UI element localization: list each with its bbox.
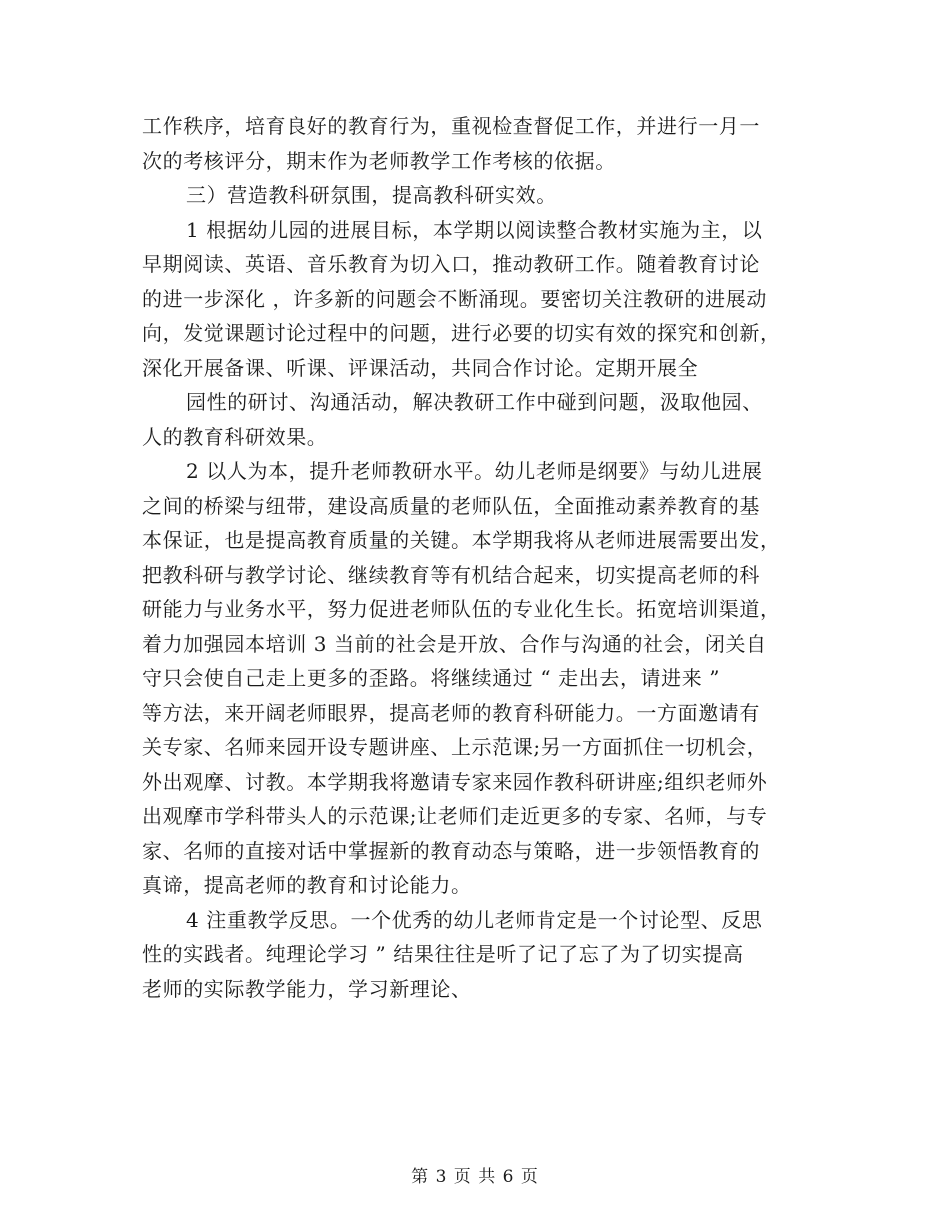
- text-line: 人的教育科研效果。: [142, 424, 328, 449]
- text-line: 的进一步深化 ，许多新的问题会不断涌现。要密切关注教研的进展动: [142, 286, 767, 311]
- text-line: 2 以人为本，提升老师教研水平。幼儿老师是纲要》与幼儿进展: [186, 459, 763, 483]
- text-line: 早期阅读、英语、音乐教育为切入口，推动教研工作。随着教育讨论: [142, 252, 760, 276]
- text-line: 外出观摩、讨教。本学期我将邀请专家来园作教科研讲座;组织老师外: [142, 769, 768, 794]
- text-line: 家、名师的直接对话中掌握新的教育动态与策略，进一步领悟教育的: [142, 838, 760, 863]
- text-line: 1 根据幼儿园的进展目标，本学期以阅读整合教材实施为主，以: [186, 217, 763, 242]
- text-line: 园性的研讨、沟通活动，解决教研工作中碰到问题，汲取他园、: [186, 390, 763, 414]
- text-line: 之间的桥梁与纽带，建设高质量的老师队伍，全面推动素养教育的基: [142, 493, 760, 518]
- document-body: [142, 109, 812, 1006]
- text-line: 等方法，来开阔老师眼界，提高老师的教育科研能力。一方面邀请有: [142, 700, 760, 725]
- text-line: 本保证，也是提高教育质量的关键。本学期我将从老师进展需要出发，: [142, 528, 781, 552]
- text-line: 研能力与业务水平，努力促进老师队伍的专业化生长。拓宽培训渠道，: [142, 597, 781, 621]
- text-line: 工作秩序，培育良好的教育行为，重视检查督促工作，并进行一月一: [142, 114, 760, 138]
- text-line: 把教科研与教学讨论、继续教育等有机结合起来，切实提高老师的科: [142, 562, 760, 587]
- text-line: 4 注重教学反思。一个优秀的幼儿老师肯定是一个讨论型、反思: [186, 907, 763, 932]
- text-line: 真谛，提高老师的教育和讨论能力。: [142, 873, 472, 897]
- text-line: 向，发觉课题讨论过程中的问题，进行必要的切实有效的探究和创新，: [142, 321, 781, 345]
- text-line: 守只会使自己走上更多的歪路。将继续通过 “ 走出去，请进来 ”: [142, 666, 721, 690]
- text-line: 关专家、名师来园开设专题讲座、上示范课;另一方面抓住一切机会，: [142, 735, 768, 759]
- text-line: 出观摩市学科带头人的示范课;让老师们走近更多的专家、名师，与专: [142, 804, 768, 828]
- section-heading: 三）营造教科研氛围，提高教科研实效。: [186, 183, 557, 207]
- text-line: 深化开展备课、听课、评课活动，共同合作讨论。定期开展全: [142, 355, 699, 380]
- text-line: 性的实践者。纯理论学习 ” 结果往往是听了记了忘了为了切实提高: [142, 942, 744, 966]
- page-footer: 第 3 页 共 6 页: [411, 1167, 539, 1187]
- text-line: 老师的实际教学能力，学习新理论、: [142, 976, 472, 1001]
- text-line: 着力加强园本培训 3 当前的社会是开放、合作与沟通的社会，闭关自: [142, 631, 767, 656]
- text-line: 次的考核评分，期末作为老师教学工作考核的依据。: [142, 148, 616, 173]
